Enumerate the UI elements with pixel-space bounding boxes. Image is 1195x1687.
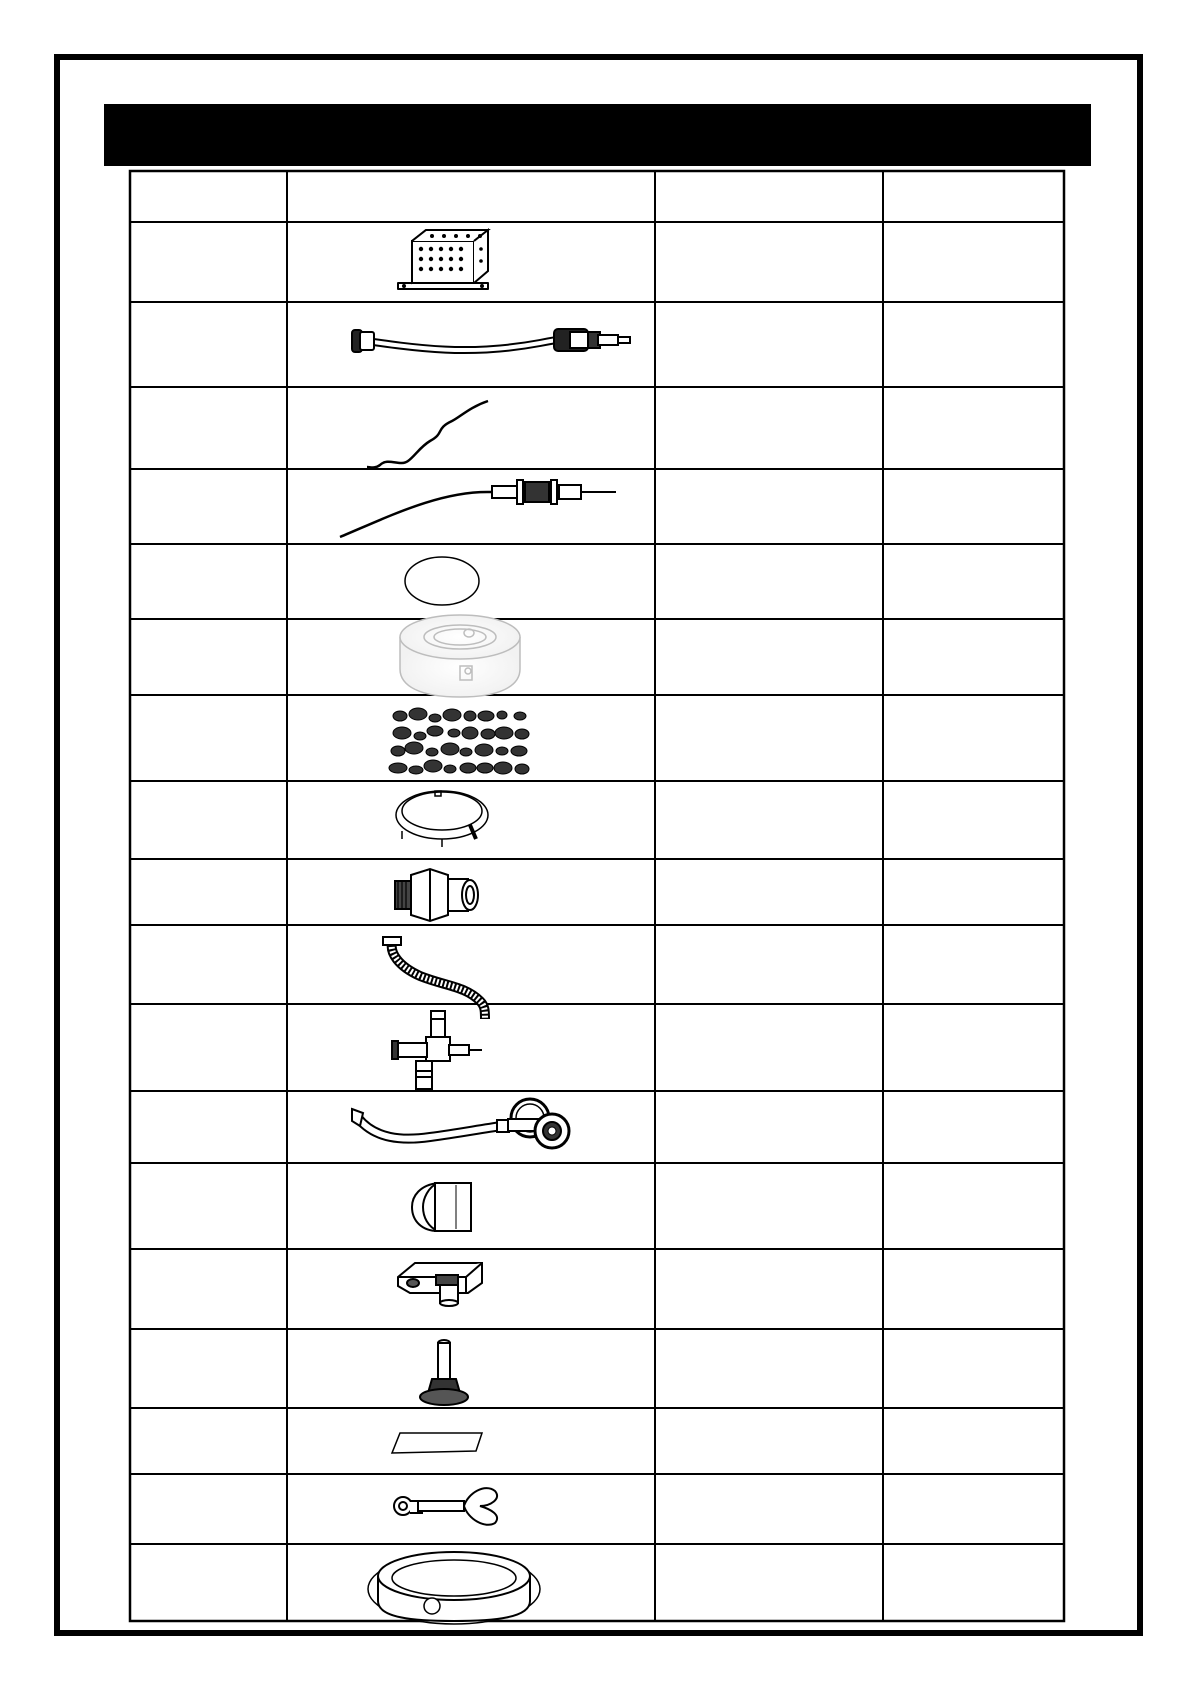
brass-fitting-icon bbox=[395, 869, 478, 921]
control-valve-icon bbox=[392, 1011, 482, 1089]
gas-hose-icon bbox=[352, 329, 630, 352]
burner-pan-icon bbox=[400, 615, 520, 697]
flexible-hose-icon bbox=[383, 937, 485, 1019]
header-cell-image bbox=[287, 171, 655, 222]
fire-ring-icon bbox=[368, 1552, 540, 1624]
o-ring-icon bbox=[405, 557, 479, 605]
column-dividers bbox=[287, 171, 883, 1621]
igniter-wire-icon bbox=[340, 480, 616, 537]
thermocouple-wire-icon bbox=[367, 401, 488, 468]
parts-table-grid bbox=[130, 171, 1064, 1621]
lava-rocks-icon bbox=[389, 708, 529, 774]
label-plate-icon bbox=[392, 1433, 482, 1453]
header-cell-description bbox=[655, 171, 883, 222]
header-cell-part bbox=[130, 171, 287, 222]
table-outline bbox=[130, 171, 1064, 1621]
page-title-bar bbox=[104, 104, 1091, 166]
leveling-foot-icon bbox=[420, 1340, 468, 1405]
burner-box-icon bbox=[398, 230, 488, 289]
valve-bracket-icon bbox=[398, 1263, 482, 1306]
control-knob-icon bbox=[412, 1183, 471, 1231]
parts-table bbox=[130, 171, 1064, 1621]
header-cell-qty bbox=[883, 171, 1064, 222]
row-dividers bbox=[130, 222, 1064, 1544]
regulator-hose-icon bbox=[352, 1099, 569, 1148]
wing-bolt-icon bbox=[394, 1488, 497, 1525]
burner-ring-icon bbox=[396, 791, 488, 847]
